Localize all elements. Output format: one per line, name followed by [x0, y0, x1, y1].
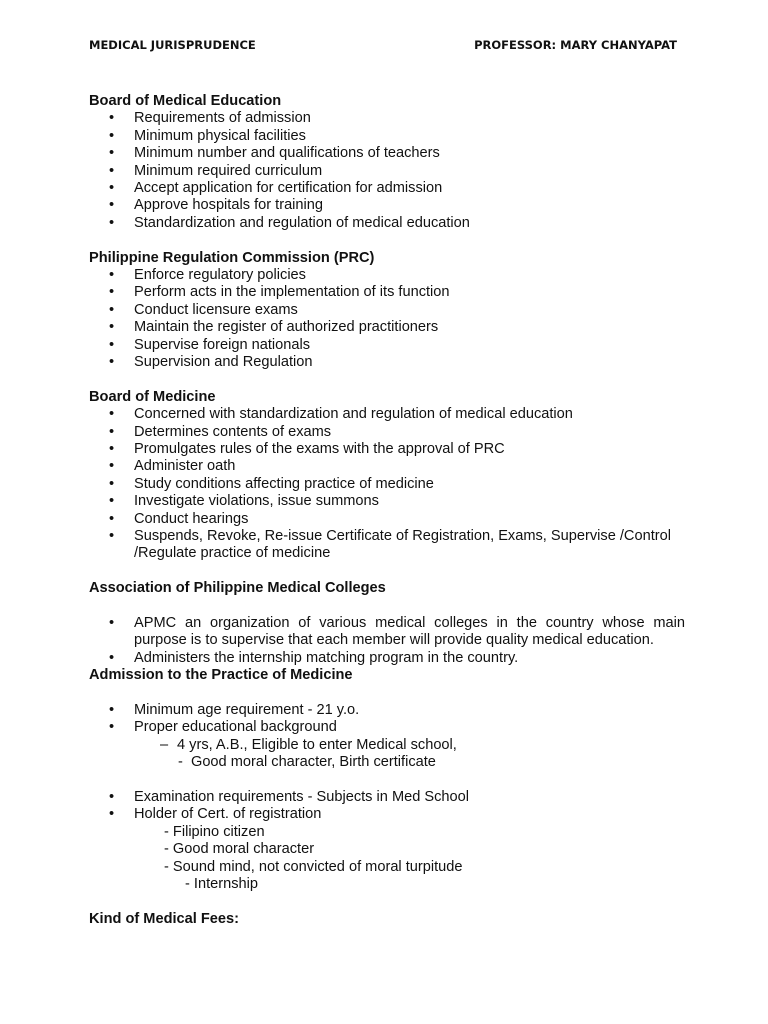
bom-list — [89, 406, 685, 563]
internship-requirement: - Internship — [185, 876, 259, 893]
bullet-icon: • — [109, 354, 115, 371]
course-title: MEDICAL JURISPRUDENCE — [89, 38, 256, 52]
bullet-icon: • — [109, 267, 115, 284]
bullet-icon: • — [109, 284, 115, 301]
apmc-list — [89, 615, 685, 667]
bullet-icon: • — [109, 145, 115, 162]
bullet-icon: • — [109, 406, 115, 423]
bullet-icon: • — [109, 719, 115, 736]
list-item: • Minimum physical facilities — [109, 127, 306, 144]
cert-requirement: - Good moral character — [164, 841, 315, 858]
bullet-icon: • — [109, 528, 115, 545]
bullet-icon: • — [109, 162, 115, 179]
bme-list — [89, 110, 685, 232]
admission-list — [89, 702, 685, 737]
list-item: • Minimum number and qualifications of teachers — [109, 145, 440, 162]
education-subdetail: - Good moral character, Birth certificate — [178, 754, 436, 771]
list-item: • Suspends, Revoke, Re-issue Certificate of Registration, Exams, Supervise /Control /Regulate practice of medicine — [109, 528, 671, 562]
list-item: • Supervision and Regulation — [109, 354, 313, 371]
bullet-icon: • — [109, 319, 115, 336]
professor-name: PROFESSOR: MARY CHANYAPAT — [474, 38, 677, 52]
list-item: • Maintain the register of authorized practitioners — [109, 319, 439, 336]
spacer — [89, 563, 685, 580]
list-item: • APMC an organization of various medical colleges in the country whose main purpose is to supervise that each member will provide quality medical education. — [109, 615, 685, 649]
bullet-icon: • — [109, 214, 115, 231]
list-item: • Requirements of admission — [109, 110, 311, 127]
spacer — [89, 232, 685, 249]
bullet-icon: • — [109, 423, 115, 440]
list-item: • Investigate violations, issue summons — [109, 493, 379, 510]
list-item: • Proper educational background — [109, 719, 337, 736]
admission-list-2 — [89, 789, 685, 824]
list-item: • Standardization and regulation of medical education — [109, 214, 470, 231]
cert-requirement: - Sound mind, not convicted of moral turpitude — [164, 858, 463, 875]
section-heading-fees: Kind of Medical Fees: — [89, 910, 240, 927]
spacer — [89, 598, 685, 615]
section-heading-admission: Admission to the Practice of Medicine — [89, 667, 353, 684]
bullet-icon: • — [109, 806, 115, 823]
bullet-icon: • — [109, 441, 115, 458]
list-item: • Holder of Cert. of registration — [109, 806, 322, 823]
spacer — [89, 894, 685, 911]
section-heading-bom: Board of Medicine — [89, 388, 216, 405]
list-item: • Administer oath — [109, 458, 236, 475]
list-item: • Perform acts in the implementation of its function — [109, 284, 450, 301]
bullet-icon: • — [109, 510, 115, 527]
page-header — [89, 38, 677, 54]
spacer — [89, 371, 685, 388]
list-item: • Conduct hearings — [109, 510, 249, 527]
list-item: • Minimum age requirement - 21 y.o. — [109, 702, 360, 719]
bullet-icon: • — [109, 458, 115, 475]
bullet-icon: • — [109, 702, 115, 719]
cert-requirement: - Filipino citizen — [164, 823, 265, 840]
dash-icon: – — [160, 736, 169, 753]
bullet-icon: • — [109, 110, 115, 127]
document-body — [89, 93, 685, 928]
list-item: • Determines contents of exams — [109, 423, 332, 440]
section-heading-prc: Philippine Regulation Commission (PRC) — [89, 249, 375, 266]
list-item: • Administers the internship matching program in the country. — [109, 649, 519, 666]
section-heading-bme: Board of Medical Education — [89, 93, 282, 109]
list-item: • Approve hospitals for training — [109, 197, 324, 214]
bullet-icon: • — [109, 493, 115, 510]
list-item: • Supervise foreign nationals — [109, 336, 311, 353]
list-item: • Enforce regulatory policies — [109, 267, 306, 284]
list-item: • Promulgates rules of the exams with the approval of PRC — [109, 441, 505, 458]
bullet-icon: • — [109, 336, 115, 353]
spacer — [89, 772, 685, 789]
list-item: • Accept application for certification for admission — [109, 180, 443, 197]
bullet-icon: • — [109, 475, 115, 492]
spacer — [89, 685, 685, 702]
list-item: • Concerned with standardization and regulation of medical education — [109, 406, 573, 423]
list-item: • Minimum required curriculum — [109, 162, 323, 179]
list-item: • Study conditions affecting practice of medicine — [109, 475, 434, 492]
bullet-icon: • — [109, 615, 115, 632]
bullet-icon: • — [109, 180, 115, 197]
list-item: • Conduct licensure exams — [109, 301, 298, 318]
bullet-icon: • — [109, 127, 115, 144]
education-detail: – 4 yrs, A.B., Eligible to enter Medical school, — [160, 736, 457, 753]
bullet-icon: • — [109, 649, 115, 666]
bullet-icon: • — [109, 197, 115, 214]
bullet-icon: • — [109, 301, 115, 318]
section-heading-apmc: Association of Philippine Medical Colleges — [89, 580, 386, 597]
bullet-icon: • — [109, 789, 115, 806]
list-item: • Examination requirements - Subjects in Med School — [109, 789, 470, 806]
prc-list — [89, 267, 685, 371]
